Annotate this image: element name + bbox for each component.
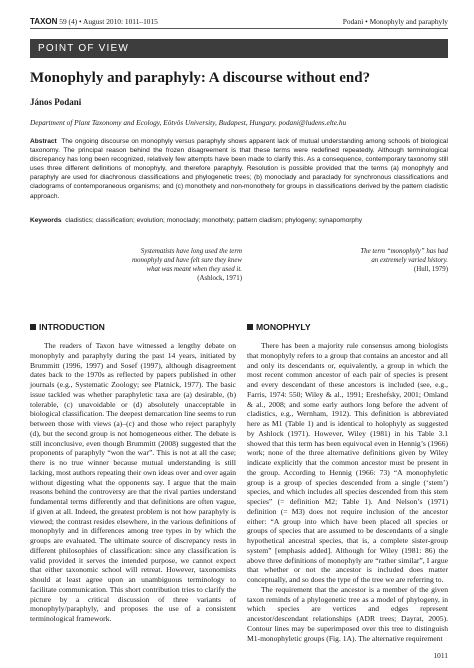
epigraph-line: monophyly and have felt sure they knew bbox=[132, 256, 242, 264]
epigraph-line: what was meant when they used it. bbox=[146, 265, 242, 273]
abstract bbox=[30, 137, 448, 201]
running-header bbox=[30, 14, 448, 29]
keywords-label: Keywords bbox=[30, 217, 62, 224]
epigraph-source: (Hull, 1979) bbox=[413, 265, 448, 273]
monophyly-paragraph-1: There has been a majority rule consensus among biologists that monophyly refers to a group that contains an ancestor and all and only its descendants or, equivalently, a group in which the most recent common ancestor of each pair of species is present and every descendant of these ancestors is included (see, e.g., Farris, 1974: 550; Wiley & al., 1991; Ereshefsky, 2001; Omland & al., 2008; and some early authors long before the advent of cladistics, e.g., Wernham, 1912). This definition is abbreviated here as M1 (Table 1) and is identical to holophyly as suggested by Ashlock (1971). However, Wiley (1981) in his Table 3.1 showed that this term has been equivocal even in Hennig’s (1966) work; none of the three alternative definitions given by Wiley indicate explicitly that the common ancestor must be present in the group. According to Hennig (1966: 73) “A monophyletic group is a group of species descended from a single (‘stem’) species, and which includes all species descended from this stem species” (= definition M2; Table 1). And Nelson’s (1971) definition (= M3) does not require inclusion of the ancestor either: “A group into which have been placed all species or groups of species that are assumed to be descendants of a single hypothetical ancestral species, that is, a complete sister-group system” [emphasis added]. Although for Wiley (1981: 86) the above three definitions of monophyly are “rather similar”, I argue that whether or not the ancestor is included does matter conceptually, and so does the type of the tree we are referring to. bbox=[247, 341, 448, 584]
author-name: János Podani bbox=[30, 97, 82, 107]
square-bullet-icon bbox=[247, 324, 253, 330]
keywords bbox=[30, 216, 448, 225]
right-column bbox=[247, 341, 448, 643]
article-title: Monophyly and paraphyly: A discourse without end? bbox=[30, 70, 371, 86]
epigraph-hull bbox=[308, 248, 448, 275]
abstract-label: Abstract bbox=[30, 138, 57, 145]
page-number: 1011 bbox=[433, 651, 448, 660]
section-banner: POINT OF VIEW bbox=[30, 39, 448, 58]
issue-info: 59 (4) • August 2010: 1011–1015 bbox=[59, 16, 158, 26]
running-title: Podani • Monophyly and paraphyly bbox=[342, 16, 448, 26]
epigraph-ashlock bbox=[82, 248, 242, 284]
square-bullet-icon bbox=[30, 324, 36, 330]
section-heading-monophyly bbox=[247, 322, 311, 332]
epigraph-line: an extremely varied history. bbox=[371, 256, 448, 264]
monophyly-paragraph-2: The requirement that the ancestor is a member of the given taxon reminds of a phylogenetic tree as a model of phylogeny, in which species are vertices and edges represent ancestor/descendant relationships (ADR trees; Dayrat, 2005). Contour lines may be superimposed over this tree to distinguish M1-monophyletic groups (Fig. 1A). The alternative requirement bbox=[247, 584, 448, 643]
keywords-text: cladistics; classification; evolution; monoclady; monothety; pattern cladism; phylogeny; synapomorphy bbox=[65, 217, 363, 224]
section-heading-label: MONOPHYLY bbox=[256, 322, 311, 332]
epigraph-source: (Ashlock, 1971) bbox=[197, 274, 242, 282]
epigraph-line: The term “monophyly” has had bbox=[360, 248, 448, 255]
epigraph-line: Systematists have long used the term bbox=[140, 248, 242, 255]
left-column bbox=[30, 341, 236, 624]
intro-paragraph: The readers of Taxon have witnessed a lengthy debate on monophyly and paraphyly during the past 14 years, initiated by Brummitt (1996, 1997) and Sosef (1997), although disagreement dates back to the 1970s as reflected by papers published in other journals (e.g., Systematic Zoology; see Platnick, 1977). The basic issue tackled was whether paraphyletic taxa are (a) desirable, (b) tolerable, (c) unavoidable or (d) absolutely unacceptable in biological classification. The deepest demarcation line seems to run between those with views (a)–(c) and those who reject paraphyly (d), but the second group is not homogeneous either. The debate is still inconclusive, even though Brummitt (2008) suggested that the proponents of paraphyly “won the war”. This is not at all the case; there is no true winner because mutual understanding is still lacking, most authors repeating their own ideas over and over again without digesting what the opponents say. I argue that the main reasons behind the controversy are that the rival parties understand fundamental terms differently and that definitions are often vague, if given at all. Indeed, the greatest problem is not how paraphyly is viewed; the contrast resides elsewhere, in the various definitions of monophyly and in differences among tree types in by which the groups are evaluated. The ultimate source of discrepancy rests in different philosophies of classification: since any classification is valid provided it serves the intended purpose, we cannot expect that either taxonomic school will retreat. However, taxonomists should at least agree upon an unambiguous terminology to facilitate communication. This short contribution tries to clarify the picture by a critical discussion of three variants of monophyly/paraphyly, and proposes the use of a consistent terminological framework. bbox=[30, 341, 236, 623]
affiliation: Department of Plant Taxonomy and Ecology, Eötvös University, Budapest, Hungary. podani@ludens.elte.hu bbox=[30, 118, 347, 127]
journal-name: TAXON bbox=[30, 16, 58, 26]
section-heading-label: INTRODUCTION bbox=[39, 322, 105, 332]
section-heading-introduction bbox=[30, 322, 105, 332]
abstract-text: The ongoing discourse on monophyly versus paraphyly shows apparent lack of mutual understanding among schools of biological taxonomy. The principal reason behind the frozen disagreement is that these terms were redefined repeatedly. Although terminological discrepancy has long been recognized, relatively few attempts have been made to clarify this. As a consequence, contemporary taxonomy still uses three different definitions of monophyly, and therefore paraphyly. Resolution is possible provided that the terms (a) monophyly and paraphyly are used for diachronous classifications and phylogenetic trees; (b) monoclady and paraclady for synchronous classifications and cladograms of contemporaneous organisms; and (c) monothety and non-monothety for groups in classifications derived by the pattern cladistic approach. bbox=[30, 138, 448, 200]
